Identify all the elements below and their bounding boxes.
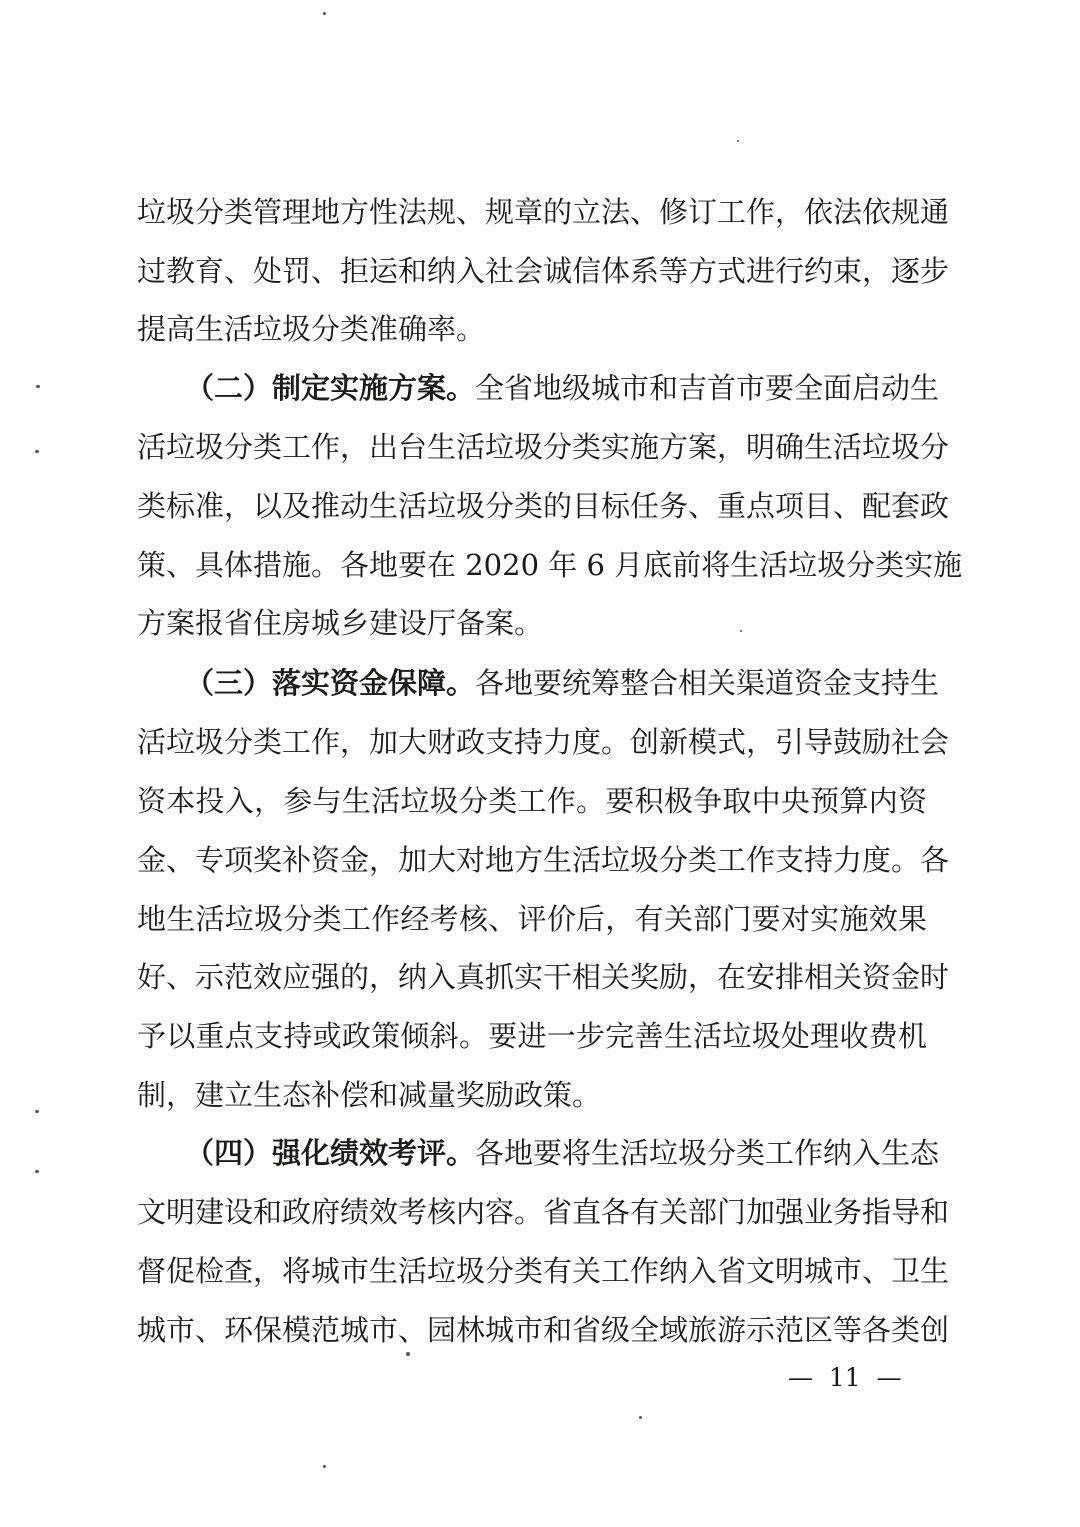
scan-speck	[35, 1110, 39, 1113]
text-line: 垃圾分类管理地方性法规、规章的立法、修订工作，依法依规通	[137, 195, 950, 229]
text-line: 类标准，以及推动生活垃圾分类的目标任务、重点项目、配套政	[137, 489, 950, 523]
page-number: — 11 —	[788, 1363, 902, 1392]
text-line: 地生活垃圾分类工作经考核、评价后，有关部门要对实施效果	[137, 902, 927, 936]
section-4-text: 各地要将生活垃圾分类工作纳入生态	[475, 1136, 940, 1170]
text-line: 文明建设和政府绩效考核内容。省直各有关部门加强业务指导和	[137, 1195, 950, 1229]
text-line: 金、专项奖补资金，加大对地方生活垃圾分类工作支持力度。各	[137, 843, 950, 877]
text-line: 过教育、处罚、拒运和纳入社会诚信体系等方式进行约束，逐步	[137, 254, 950, 288]
section-2-paragraph-start	[185, 366, 940, 410]
text-line: 好、示范效应强的，纳入真抓实干相关奖励，在安排相关资金时	[137, 960, 950, 994]
text-line: 活垃圾分类工作，加大财政支持力度。创新模式，引导鼓励社会	[137, 725, 950, 759]
text-line: 资本投入，参与生活垃圾分类工作。要积极争取中央预算内资	[137, 784, 927, 818]
section-2-heading: （二）制定实施方案。	[185, 371, 476, 405]
scan-speck	[639, 1416, 642, 1419]
scan-speck	[35, 1170, 39, 1173]
section-2-text: 全省地级城市和吉首市要全面启动生	[475, 371, 940, 405]
text-line: 予以重点支持或政策倾斜。要进一步完善生活垃圾处理收费机	[137, 1019, 927, 1053]
scan-speck	[36, 385, 40, 388]
text-line: 方案报省住房城乡建设厅备案。	[137, 606, 544, 640]
scan-speck	[323, 1465, 326, 1468]
scan-speck	[35, 450, 39, 453]
scan-speck	[406, 1352, 410, 1356]
section-4-heading: （四）强化绩效考评。	[185, 1136, 476, 1170]
scan-speck	[740, 630, 742, 632]
text-line: 策、具体措施。各地要在 2020 年 6 月底前将生活垃圾分类实施	[137, 548, 963, 582]
section-4-paragraph-start	[185, 1131, 940, 1175]
scan-speck	[323, 12, 326, 15]
scan-speck	[737, 140, 739, 142]
text-line: 制，建立生态补偿和减量奖励政策。	[137, 1078, 602, 1112]
text-line: 活垃圾分类工作，出台生活垃圾分类实施方案，明确生活垃圾分	[137, 430, 950, 464]
section-3-paragraph-start	[185, 661, 940, 705]
section-3-text: 各地要统筹整合相关渠道资金支持生	[475, 666, 940, 700]
text-line: 提高生活垃圾分类准确率。	[137, 312, 486, 346]
text-line: 督促检查，将城市生活垃圾分类有关工作纳入省文明城市、卫生	[137, 1254, 950, 1288]
section-3-heading: （三）落实资金保障。	[185, 666, 476, 700]
text-line: 城市、环保模范城市、园林城市和省级全域旅游示范区等各类创	[137, 1313, 950, 1347]
